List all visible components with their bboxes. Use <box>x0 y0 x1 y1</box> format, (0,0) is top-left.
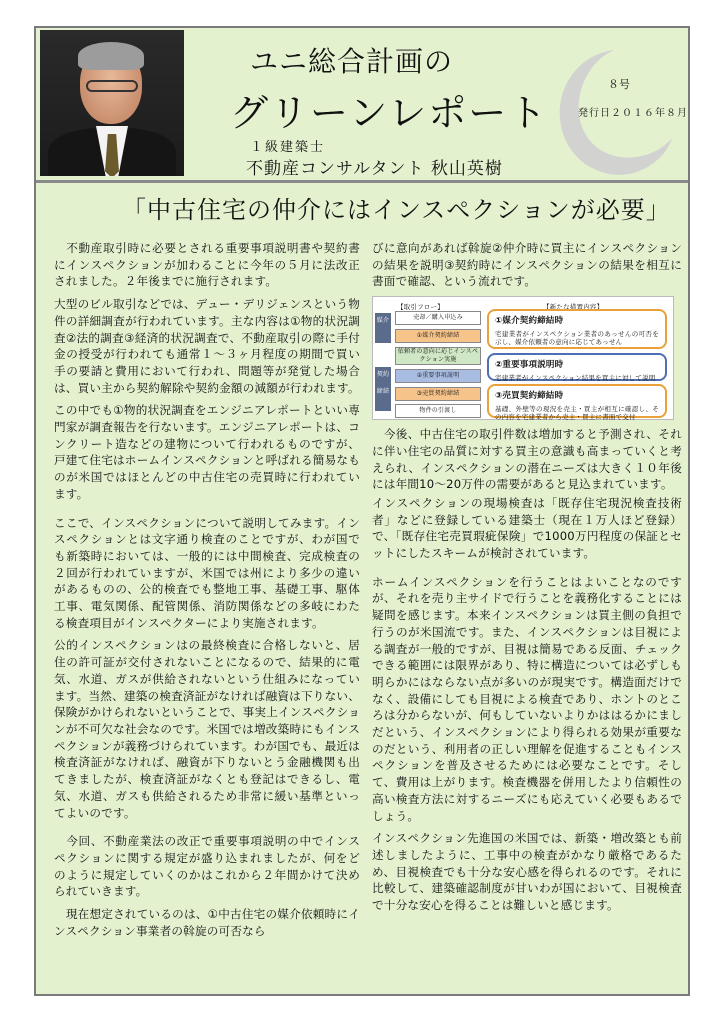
photo-glasses <box>86 80 138 92</box>
measure-title: ③売買契約締結時 <box>495 391 564 402</box>
paragraph: ホームインスペクションを行うことはよいことなのですが、それを売り主サイドで行うことを義務化することには疑問を感じます。本来インスペクションは買主側の負担で行うのが米国流です。また、インスペクションは目視による調査が一般的ですが、目視は簡易である反面、チェックできる範囲には限界があり、特に構造については必ずしも明らかにはならない点が多いのが現実です。構造面だけでなく、設備にしても目視による検査であり、ホントのところは分からないが、何もしていないよりかははるかにましだという、インスペクションにより得られる効果が重要なのだという、利用者の正しい理解を促進することもインスペクションを普及させるためには必要なことです。そして、費用は上がります。検査機器を併用したより信頼性の高い検査方法に対するニーズにも応えていく必要もあるでしょう。 <box>372 574 682 823</box>
brand-name: ユニ総合計画の <box>250 45 454 78</box>
issue-number: ８号 <box>608 78 630 91</box>
flow-label: 【取引フロー】 <box>397 303 444 312</box>
paragraph: 現在想定されているのは、①中古住宅の媒介依頼時にインスペクション事業者の斡旋の可否なら <box>54 907 360 938</box>
author-photo <box>40 30 184 176</box>
measures-label: 【新たな措置内容】 <box>543 303 604 312</box>
right-column <box>372 240 682 920</box>
paragraph: 不動産取引時に必要とされる重要事項説明書や契約書にインスペクションが加わることに今年の５月に法改正されました。２年後までに施行されます。 <box>54 241 360 289</box>
measure-box <box>487 309 667 349</box>
flow-step: 売却／購入申込み <box>395 311 481 325</box>
paragraph: インスペクション先進国の米国では、新築・増改築とも前述しましたように、工事中の検査がかなり厳格であるため、目視検査でも十分な安心感を得られるのです。それに比較して、建築確認制度が甘いわが国において、目視検査で十分な安心を得ることは難しいと感じます。 <box>372 831 682 913</box>
flow-step: ③売買契約締結 <box>395 387 481 401</box>
headline: 「中古住宅の仲介にはインスペクションが必要」 <box>122 196 671 224</box>
author-name: 不動産コンサルタント 秋山英樹 <box>246 159 503 179</box>
left-column <box>54 240 360 945</box>
newsletter-frame <box>34 26 690 996</box>
header <box>36 28 688 183</box>
paragraph: インスペクションの現場検査は「既存住宅現況検査技術者」などに登録している建築士（現在１万人ほど登録）で、「既存住宅売買瑕疵保険」で1000万円程度の保証とセットにしたスキームが検討されています。 <box>372 495 682 561</box>
flow-step: ①媒介契約締結 <box>395 329 481 343</box>
measure-desc: 基礎、外壁等の現況を売主・買主が相互に確認し、その内容を宅建業者から売主・買主に書面で交付 <box>495 404 659 421</box>
paragraph: 今後、中古住宅の取引件数は増加すると予測され、それに伴い住宅の品質に対する買主の意識も高まっていくと考えられ、インスペクションの潜在ニーズは大きく１０年後には年間10～20万件の需要があると見込まれています。 <box>372 427 682 492</box>
tag-contract: 契約締結 <box>375 367 391 411</box>
tag-mediation: 媒介 <box>375 313 391 343</box>
measure-desc: 宅建業者がインスペクション結果を買主に対して説明 <box>495 373 656 382</box>
issue-date: 発行日２０１６年８月 <box>578 108 688 119</box>
author-credential: １級建築士 <box>250 140 326 155</box>
inspection-flow-figure <box>372 296 674 420</box>
paragraph: 今回、不動産業法の改正で重要事項説明の中でインスペクションに関する規定が盛り込まれましたが、何をどのように規定していくのかはこれから２年間かけて決められていきます。 <box>54 834 360 899</box>
measure-box <box>487 384 667 421</box>
measure-desc: 宅建業者がインスペクション業者のあっせんの可否を示し、媒介依頼者の意向に応じてあっせん <box>495 329 659 346</box>
paragraph: 公的インスペクションはの最終検査に合格しないと、居住の許可証が交付されないことになるので、結果的に電気、水道、ガスが供給されないという仕組みになっています。当然、建築の検査済証がなければ融資は下りない、保険がかけられないということで、事実上インスペクションが不可欠な社会なのです。米国では増改築時にもインスペクションが義務づけられています。わが国でも、最近は検査済証がなければ、融資が下りないとう金融機関も出てきましたが、検査済証がなくとも登記はできるし、電気、水道、ガスも供給されるため非常に緩い基準といってよいのです。 <box>54 638 360 820</box>
flow-step: 物件の引渡し <box>395 404 481 418</box>
paragraph: この中でも①物的状況調査をエンジニアレポートといい専門家が調査報告を行ないます。エンジニアレポートは、コンクリート造などの建物について行われるものですが、戸建て住宅はホームインスペクションと呼ばれる簡易なものが米国ではほとんどの中古住宅の売買時に行われています。 <box>54 403 360 501</box>
paragraph: びに意向があれば斡旋②仲介時に買主にインスペクションの結果を説明③契約時にインスペクションの結果を相互に書面で確認、という流れです。 <box>372 241 682 289</box>
flow-step: ②重要事項説明 <box>395 369 481 383</box>
paragraph: ここで、インスペクションについて説明してみます。インスペクションとは文字通り検査のことですが、わが国でも新築時においては、一般的には中間検査、完成検査の２回が行われていますが、米国では州により多少の違いがあるものの、公的検査でも整地工事、基礎工事、駆体工事、電気関係、配管関係、消防関係などの多岐にわたる検査項目がインスペクターにより実施されます。 <box>54 515 360 630</box>
measure-title: ②重要事項説明時 <box>495 360 564 371</box>
paragraph: 大型のビル取引などでは、デュー・デリジェンスという物件の詳細調査が行われています。主な内容は①物的状況調査②法的調査③経済的状況調査で、不動産取引の際に手付金の授受が行われても通常１～３ヶ月程度の期間で買い手の要請と費用において行われ、問題等が発覚した場合は、買い主から契約解除や契約金額の減額が行われます。 <box>54 297 360 395</box>
flow-step: 依頼者の意向に応じインスペクション実施 <box>395 347 481 365</box>
measure-title: ①媒介契約締結時 <box>495 316 564 327</box>
measure-box <box>487 353 667 381</box>
photo-hair <box>78 42 144 70</box>
report-title: グリーンレポート <box>230 91 549 135</box>
